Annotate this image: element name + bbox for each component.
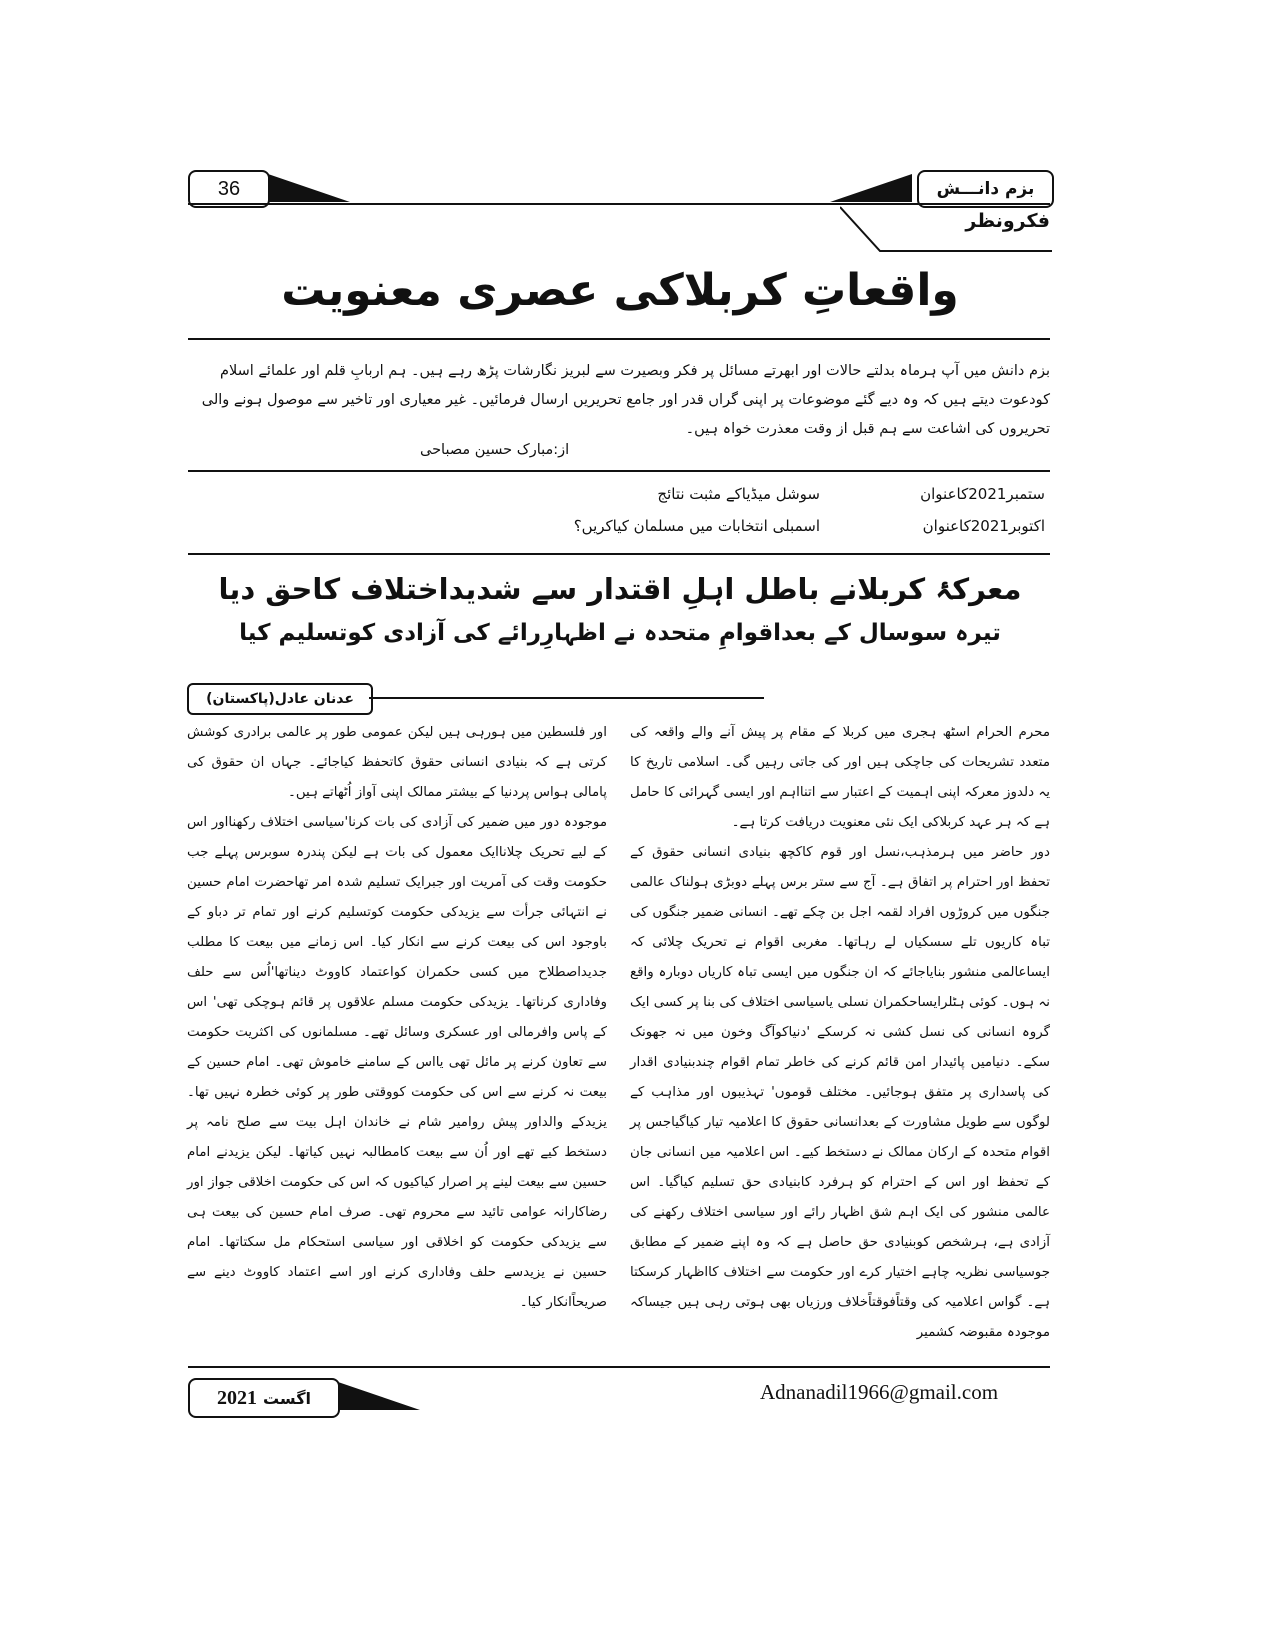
topic-title-1: سوشل میڈیاکے مثبت نتائج — [657, 485, 820, 503]
article-column-right — [630, 718, 1050, 1348]
paragraph: دور حاضر میں ہرمذہب،نسل اور قوم کاکچھ بنیادی انسانی حقوق کے تحفظ اور احترام پر اتفاق ہے۔ آج سے ستر برس پہلے دوبڑی ہولناک عالمی جنگوں میں کروڑوں افراد لقمہ اجل بن چکے تھے۔ انسانی ضمیر جنگوں کی تباہ کاریوں تلے سسکیاں لے رہاتھا۔ مغربی اقوام نے تحریک چلائی کہ ایساعالمی منشور بنایاجائے کہ ان جنگوں میں ایسی تباہ کاریاں دوبارہ واقع نہ ہوں۔ کوئی ہٹلرایساحکمران نسلی یاسیاسی اختلاف کی بنا پر کسی ایک گروہ انسانی کی نسل کشی نہ کرسکے 'دنیاکوآگ وخون میں نہ جھونک سکے۔ دنیامیں پائیدار امن قائم کرنے کی خاطر تمام اقوام چندبنیادی اقدار کی پاسداری پر متفق ہوجائیں۔ مختلف قوموں' تہذیبوں اور مذاہب کے لوگوں سے طویل مشاورت کے بعدانسانی حقوق کا اعلامیہ تیار کیاگیاجس پر اقوام متحدہ کے ارکان ممالک نے دستخط کیے۔ اس اعلامیہ میں انسانی جان کے تحفظ اور اس کے احترام کو ہرفرد کابنیادی حق تسلیم کیاگیا۔ اس عالمی منشور کی ایک اہم شق اظہار رائے اور سیاسی اختلاف رکھنے کی آزادی ہے، ہرشخص کوبنیادی حق حاصل ہے کہ وہ اپنے ضمیر کے مطابق جوسیاسی نظریہ چاہے اختیار کرے اور حکومت سے اختلاف کااظہار کرسکتا ہے۔ گواس اعلامیہ کی وقتاًفوقتاًخلاف ورزیاں بھی ہوتی رہی ہیں جیساکہ موجودہ مقبوضہ کشمیر — [630, 845, 1050, 1340]
topic-label-1: ستمبر2021کاعنوان — [920, 485, 1045, 503]
intro-text: بزم دانش میں آپ ہرماہ بدلتے حالات اور ابھرتے مسائل پر فکر وبصیرت سے لبریز نگارشات پڑھ رہے ہیں۔ ہم اربابِ قلم اور علمائے اسلام کودعوت دیتے ہیں کہ وہ دیے گئے موضوعات پر اپنی گراں قدر اور جامع تحریریں ارسال فرمائیں۔ غیر معیاری اور تاخیر سے موصول ہونے والی تحریروں کی اشاعت سے ہم قبل از وقت معذرت خواہ ہیں۔ — [201, 363, 1050, 437]
author-name: عدنان عادل(پاکستان) — [187, 683, 373, 715]
issue-month: اگست — [262, 1388, 311, 1408]
paragraph: اور فلسطین میں ہورہی ہیں لیکن عمومی طور پر عالمی برادری کوشش کرتی ہے کہ بنیادی انسانی حقوق کاتحفظ کیاجائے۔ جہاں ان حقوق کی پامالی ہواس پردنیا کے بیشتر ممالک اپنی آواز اُٹھاتے ہیں۔ — [187, 725, 607, 800]
section-label: فکرونظر — [965, 210, 1050, 232]
intro-rule — [188, 470, 1050, 472]
title-rule — [188, 338, 1050, 340]
issue-date — [188, 1378, 340, 1418]
magazine-name: بزم دانـــش — [917, 170, 1054, 208]
paragraph: محرم الحرام اسٹھ ہجری میں کربلا کے مقام پر پیش آنے والے واقعہ کی متعدد تشریحات کی جاچکی ہیں اور کی جاتی رہیں گی۔ اسلامی تاریخ کا یہ دلدوز معرکہ اپنی اہمیت کے اعتبار سے اتنااہم اور ایسی گہرائی کا حامل ہے کہ ہر عہد کربلاکی ایک نئی معنویت دریافت کرتا ہے۔ — [630, 725, 1050, 830]
intro-credit: از:مبارک حسین مصباحی — [420, 442, 570, 458]
footer-arrow-icon — [338, 1382, 420, 1410]
section-rule — [840, 205, 1052, 255]
topics-rule — [188, 553, 1050, 555]
author-rule — [369, 697, 764, 699]
topic-label-2: اکتوبر2021کاعنوان — [922, 517, 1045, 535]
main-title: واقعاتِ کربلاکی عصری معنویت — [281, 265, 959, 316]
headline-2: تیرہ سوسال کے بعداقوامِ متحدہ نے اظہارِرائے کی آزادی کوتسلیم کیا — [239, 620, 1001, 646]
page-number: 36 — [188, 170, 270, 208]
header-left-arrow-icon — [268, 174, 350, 202]
author-email: Adnanadil1966@gmail.com — [760, 1380, 999, 1404]
topic-title-2: اسمبلی انتخابات میں مسلمان کیاکریں؟ — [573, 517, 820, 535]
paragraph: موجودہ دور میں ضمیر کی آزادی کی بات کرنا'سیاسی اختلاف رکھنااور اس کے لیے تحریک چلاناایک معمول کی بات ہے لیکن پندرہ سوبرس پہلے جب حکومت وقت کی آمریت اور جبرایک تسلیم شدہ امر تھاحضرت امام حسین نے انتہائی جرأت سے یزیدکی حکومت کوتسلیم کرنے اور تمام تر دباو کے باوجود اس کی بیعت کرنے سے انکار کیا۔ اس زمانے میں بیعت کا مطلب جدیداصطلاح میں کسی حکمران کواعتماد کاووٹ دیناتھا'اُس سے حلف وفاداری کرناتھا۔ یزیدکی حکومت مسلم علاقوں پر قائم ہوچکی تھی' اس کے پاس وافرمالی اور عسکری وسائل تھے۔ مسلمانوں کی اکثریت حکومت سے تعاون کرنے پر مائل تھی یااس کے سامنے خاموش تھی۔ امام حسین کے بیعت نہ کرنے سے اس کی حکومت کووقتی طور پر کوئی خطرہ نہیں تھا۔ یزیدکے والداور پیش روامیر شام نے خاندان اہل بیت سے صلح نامہ پر دستخط کیے تھے اور اُن سے بیعت کامطالبہ نہیں کیاتھا۔ لیکن یزیدنے امام حسین سے بیعت لینے پر اصرار کیاکیوں کہ اس کی حکومت اخلاقی جواز اور رضاکارانہ عوامی تائید سے محروم تھی۔ صرف امام حسین کی بیعت ہی سے یزیدکی حکومت کو اخلاقی اور سیاسی استحکام مل سکتاتھا۔ امام حسین نے یزیدسے حلف وفاداری کرنے اور اسے اعتماد کاووٹ دینے سے صریحاًانکار کیا۔ — [187, 815, 607, 1310]
header-right-arrow-icon — [830, 174, 912, 202]
footer-rule — [188, 1366, 1050, 1368]
issue-year: 2021 — [216, 1386, 257, 1409]
article-column-left — [187, 718, 607, 1318]
headline-1: معرکۂ کربلانے باطل اہلِ اقتدار سے شدیداختلاف کاحق دیا — [218, 572, 1022, 606]
